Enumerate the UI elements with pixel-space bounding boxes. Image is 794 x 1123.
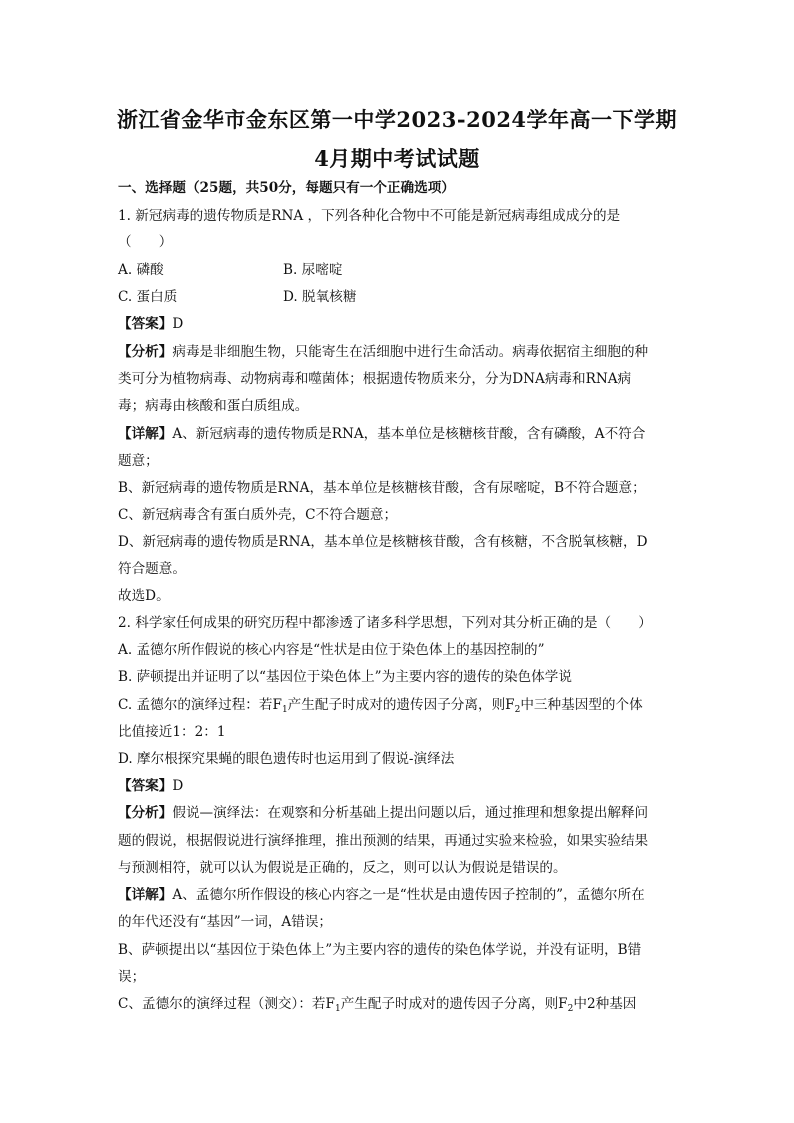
q2-option-c-line-1 xyxy=(118,696,680,714)
q1-answer-value: D xyxy=(172,316,184,332)
q1-detail-line-4: C、新冠病毒含有蛋白质外壳，C不符合题意； xyxy=(118,507,398,523)
q2-option-c-line-2: 比值接近1：2：1 xyxy=(118,724,226,740)
q2-detail-line-4: 误； xyxy=(118,969,146,985)
q2-detail-text-1: A、孟德尔所作假设的核心内容之一是“性状是由遗传因子控制的”，孟德尔所在 xyxy=(172,887,645,903)
q2-detail-line-1 xyxy=(118,886,680,904)
q1-blank: （ ） xyxy=(118,234,173,250)
q2-option-b: B. 萨顿提出并证明了以“基因位于染色体上”为主要内容的遗传的染色体学说 xyxy=(118,669,572,685)
q2-answer xyxy=(118,777,680,795)
q2-detail-sub-1: 1 xyxy=(334,1004,341,1014)
q2-option-c-text-3: 中三种基因型的个体 xyxy=(520,697,643,713)
q2-detail-line-5 xyxy=(118,995,680,1013)
q2-detail-line-3: B、萨顿提出以“基因位于染色体上”为主要内容的遗传的染色体学说，并没有证明，B错 xyxy=(118,942,642,958)
q1-stem: 1. 新冠病毒的遗传物质是RNA ，下列各种化合物中不可能是新冠病毒组成成分的是 xyxy=(118,208,621,224)
doc-title-line-2: 4月期中考试试题 xyxy=(314,146,480,171)
q1-detail-line-6: 符合题意。 xyxy=(118,561,186,577)
q1-answer xyxy=(118,315,680,333)
q1-option-a: A. 磷酸 xyxy=(118,262,164,278)
q1-analysis-line-2: 类可分为植物病毒、动物病毒和噬菌体；根据遗传物质来分，分为DNA病毒和RNA病 xyxy=(118,371,632,387)
q1-analysis-tag: 【分析】 xyxy=(118,344,173,360)
q2-option-a: A. 孟德尔所作假说的核心内容是“性状是由位于染色体上的基因控制的” xyxy=(118,642,545,658)
q1-detail-line-2: 题意； xyxy=(118,453,159,469)
q2-stem: 2. 科学家任何成果的研究历程中都渗透了诸多科学思想，下列对其分析正确的是（ ） xyxy=(118,615,652,631)
q2-answer-value: D xyxy=(172,778,184,794)
q1-detail-line-5: D、新冠病毒的遗传物质是RNA，基本单位是核糖核苷酸，含有核糖，不含脱氧核糖，D xyxy=(118,534,648,550)
q1-analysis-text-1: 病毒是非细胞生物，只能寄生在活细胞中进行生命活动。病毒依据宿主细胞的种 xyxy=(172,344,649,360)
q2-detail-sub-2: 2 xyxy=(567,1004,574,1014)
q2-detail-text-5c: 中2种基因 xyxy=(573,996,637,1012)
q2-analysis-line-2: 题的假说，根据假说进行演绎推理，推出预测的结果，再通过实验来检验，如果实验结果 xyxy=(118,833,649,849)
q1-option-b: B. 尿嘧啶 xyxy=(283,262,343,278)
doc-title-line-1: 浙江省金华市金东区第一中学2023-2024学年高一下学期 xyxy=(116,107,678,132)
q1-answer-tag: 【答案】 xyxy=(118,316,173,332)
q1-detail-text-1: A、新冠病毒的遗传物质是RNA，基本单位是核糖核苷酸，含有磷酸，A不符合 xyxy=(172,426,646,442)
section-heading: 一、选择题（25题，共50分，每题只有一个正确选项） xyxy=(118,180,455,196)
q2-analysis-line-3: 与预测相符，就可以认为假说是正确的，反之，则可以认为假说是错误的。 xyxy=(118,860,567,876)
q2-detail-line-2: 的年代还没有“基因”一词，A错误； xyxy=(118,914,333,930)
q2-option-c-sub-1: 1 xyxy=(281,705,288,715)
q1-detail-line-3: B、新冠病毒的遗传物质是RNA，基本单位是核糖核苷酸，含有尿嘧啶，B不符合题意； xyxy=(118,480,646,496)
q2-analysis-text-1: 假说—演绎法：在观察和分析基础上提出问题以后，通过推理和想象提出解释问 xyxy=(172,805,649,821)
q1-detail-tag: 【详解】 xyxy=(118,426,173,442)
q2-analysis-line-1 xyxy=(118,804,680,822)
q1-conclusion: 故选D。 xyxy=(118,588,170,604)
q1-analysis-line-3: 毒；病毒由核酸和蛋白质组成。 xyxy=(118,398,309,414)
q2-detail-text-5b: 产生配子时成对的遗传因子分离，则F xyxy=(340,996,568,1012)
q1-analysis-line-1 xyxy=(118,343,680,361)
q2-detail-tag: 【详解】 xyxy=(118,887,173,903)
q1-detail-line-1 xyxy=(118,425,680,443)
q1-option-c: C. 蛋白质 xyxy=(118,289,178,305)
q1-option-d: D. 脱氧核糖 xyxy=(283,289,357,305)
q2-detail-text-5a: C、孟德尔的演绎过程（测交）：若F xyxy=(118,996,335,1012)
q2-answer-tag: 【答案】 xyxy=(118,778,173,794)
q2-option-c-text-1: C. 孟德尔的演绎过程：若F xyxy=(118,697,282,713)
q2-option-c-text-2: 产生配子时成对的遗传因子分离，则F xyxy=(287,697,515,713)
q2-analysis-tag: 【分析】 xyxy=(118,805,173,821)
q2-option-c-sub-2: 2 xyxy=(514,705,521,715)
q2-option-d: D. 摩尔根探究果蝇的眼色遗传时也运用到了假说-演绎法 xyxy=(118,751,455,767)
